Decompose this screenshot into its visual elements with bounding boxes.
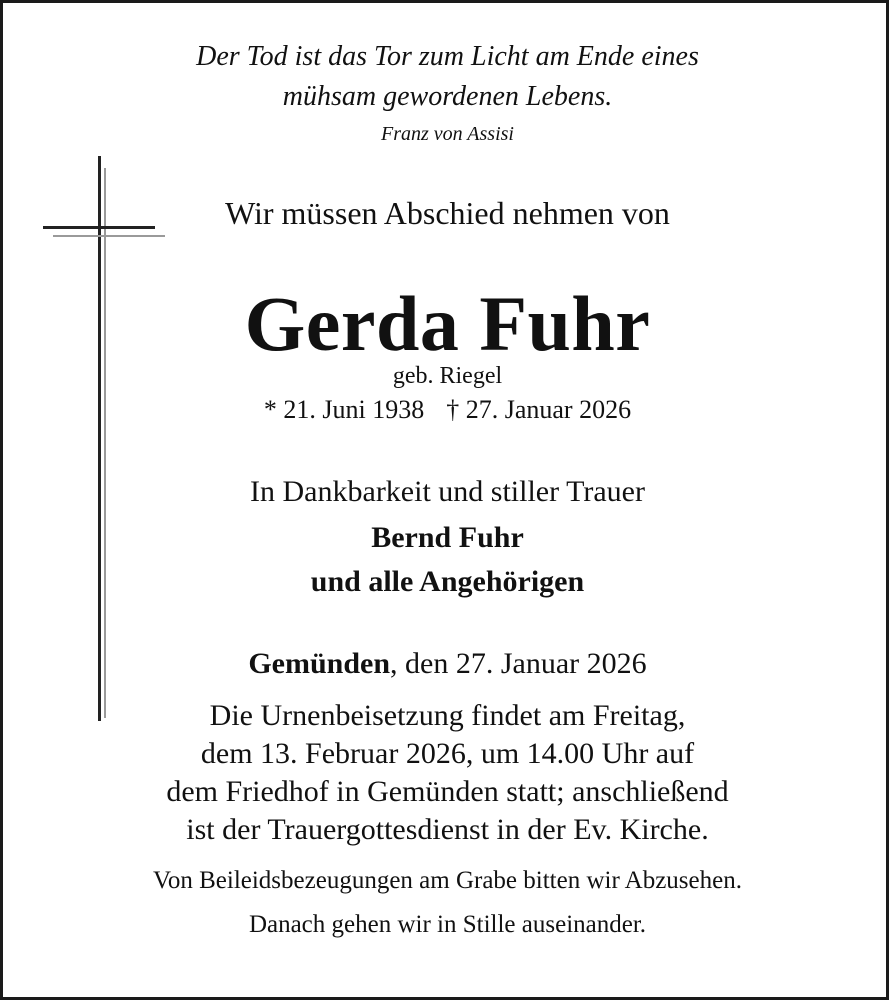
funeral-line-3: dem Friedhof in Gemünden statt; anschließend: [166, 775, 729, 808]
cross-horizontal-shadow: [53, 235, 165, 237]
quote-author: Franz von Assisi: [381, 123, 514, 145]
date: , den 27. Januar 2026: [390, 647, 647, 680]
intro-text: Wir müssen Abschied nehmen von: [225, 195, 670, 231]
place: Gemünden: [248, 647, 391, 680]
mourner-name: Bernd Fuhr: [371, 521, 524, 554]
death-date: † 27. Januar 2026: [446, 395, 632, 424]
quote-line-2: mühsam gewordenen Lebens.: [282, 81, 613, 112]
life-dates: [3, 395, 889, 425]
deceased-name: Gerda Fuhr: [244, 280, 651, 367]
funeral-line-2: dem 13. Februar 2026, um 14.00 Uhr auf: [200, 737, 695, 770]
birth-name: geb. Riegel: [392, 363, 503, 389]
cross-vertical-shadow: [104, 168, 106, 718]
closing-note: Danach gehen wir in Stille auseinander.: [248, 911, 647, 938]
birth-date: * 21. Juni 1938: [263, 395, 425, 424]
funeral-line-1: Die Urnenbeisetzung findet am Freitag,: [209, 699, 686, 732]
cross-vertical-bar: [98, 156, 101, 721]
mourner-relatives: und alle Angehörigen: [310, 565, 585, 598]
quote-line-1: Der Tod ist das Tor zum Licht am Ende eines: [196, 41, 699, 72]
place-date: [3, 647, 889, 681]
mourners-intro: In Dankbarkeit und stiller Trauer: [250, 475, 645, 508]
funeral-line-4: ist der Trauergottesdienst in der Ev. Kirche.: [186, 813, 709, 846]
condolence-note: Von Beileidsbezeugungen am Grabe bitten wir Abzusehen.: [153, 867, 742, 894]
